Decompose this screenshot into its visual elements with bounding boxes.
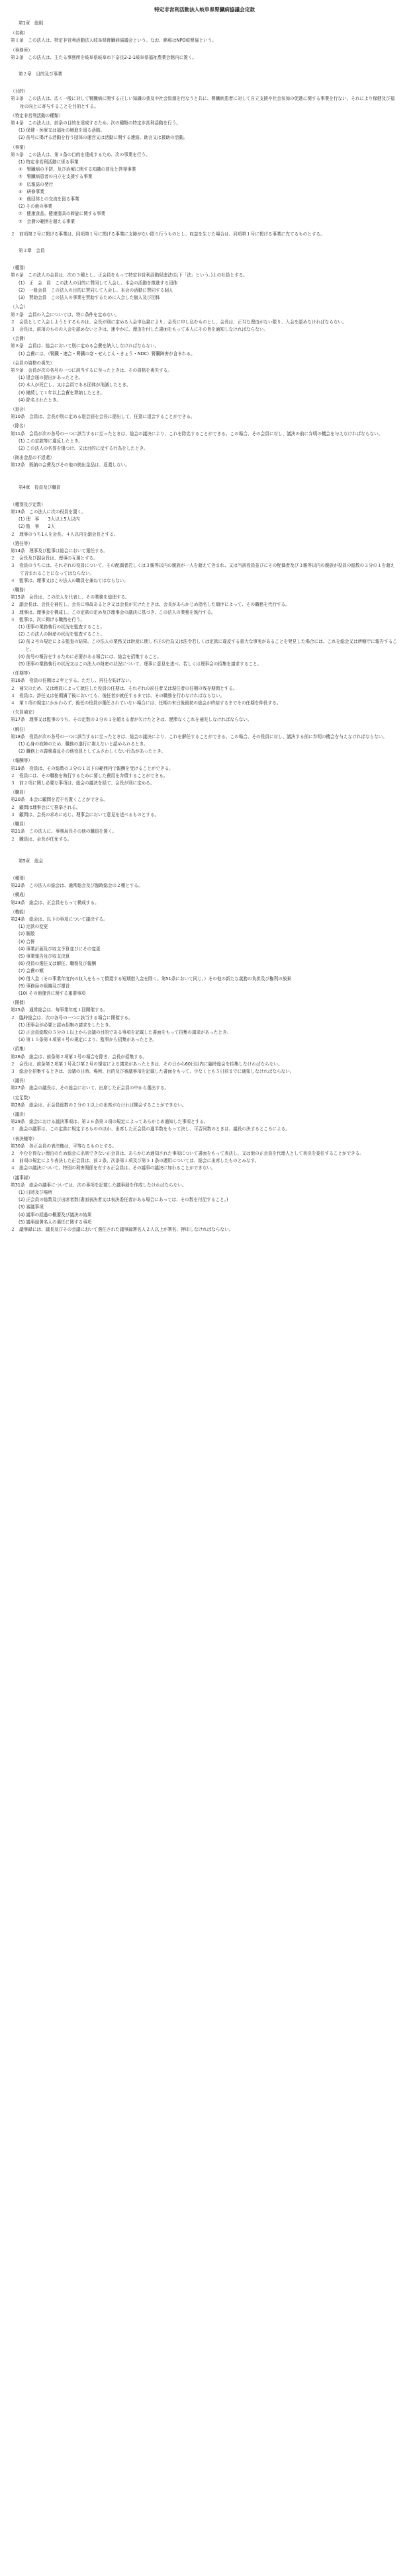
spacer (11, 257, 398, 263)
list-item: (4) 除名されたとき。 (19, 397, 61, 403)
list-item: (4) 事業計画及び収支予算並びにその変更 (19, 946, 101, 952)
article-paragraph: ２ 副会長は、会長を補佐し、会長に事故あるとき又は会長が欠けたときは、会長があらかじめ指名した順序によって、その職務を代行する。 (11, 602, 290, 608)
article-heading: （種別） (11, 265, 28, 271)
list-item: ① 腎臓病の予防、及び治療に関する知識の普及と啓発事業 (19, 167, 136, 173)
spacer (11, 849, 398, 854)
article-paragraph: ２ 職員は、会長が任免する。 (11, 836, 72, 842)
article-paragraph: 第19条 役員は、その総数の３分の１以下の範囲内で報酬を受けることができる。 (11, 765, 173, 771)
list-item: (1) 保健・医療又は福祉の増進を図る活動。 (19, 128, 105, 134)
list-item: (2) 解散 (19, 931, 35, 937)
article-paragraph: ４ 総会の議決について、特別の利害関係を有する正会員は、その議事の議決に加わることができない。 (11, 1165, 216, 1171)
article-heading: （解任） (11, 726, 28, 732)
article-paragraph: 第27条 総会の議長は、その総会において、出席した正会員の中から選出する。 (11, 1085, 169, 1091)
article-heading: （選任等） (11, 540, 32, 546)
article-paragraph: ３ 理事は、理事会を構成し、この定款の定め及び理事会の議決に基づき、この法人の業務を執行する。 (11, 609, 216, 615)
article-paragraph: ３ 前項の規定により表決した正会員は、前２条、次条第１項及び第５１条の適用については、総会に出席したものとみなす。 (11, 1158, 259, 1164)
list-item: (1) 理事会が必要と認め招集の請求をしたとき。 (19, 1022, 114, 1028)
article-paragraph: ３ 役員は、辞任又は任期満了後においても、後任者が就任するまでは、その職務を行わなければならない。 (11, 692, 225, 698)
article-paragraph: 第17条 理事又は監事のうち、その定数の３分の１を超える者が欠けたときは、遅滞なくこれを補充しなければならない。 (11, 717, 252, 723)
article-paragraph: 第20条 本会に顧問を若干名置くことができる。 (11, 797, 108, 803)
article-paragraph: 第７条 会員の入会については、特に条件を定めない。 (11, 312, 120, 317)
article-paragraph: ３ 前２項に関し必要な事項は、総会の議決を経て、会長が別に定める。 (11, 780, 155, 786)
article-paragraph: ２ 議事録には、議長及びその会議において選任された議事録署名人２人以上が署名、押印しなければならない。 (11, 1227, 234, 1233)
list-item: (3) 合併 (19, 938, 35, 944)
spacer (11, 843, 398, 849)
article-heading: （目的） (11, 89, 28, 95)
article-heading: （定足数） (11, 1095, 32, 1101)
article-heading: （議事録） (11, 1175, 32, 1181)
article-heading: （職員） (11, 821, 28, 827)
article-heading: （会員の資格の喪失） (11, 360, 54, 366)
article-paragraph: 第29条 総会における議決事項は、第２６条第３項の規定によってあらかじめ通知した事項とする。 (11, 1119, 208, 1125)
list-item: (1) 日時及び場所 (19, 1190, 52, 1196)
article-paragraph: ３ 役員のうちには、それぞれの役員について、その配偶者若しくは３親等以内の親族が一人を超えて含まれ、又は当該役員並びにその配偶者及び３親等以内の親族が役員の総数の３分の１を超えて含まれることになってはならない。 (11, 563, 395, 576)
article-paragraph: ３ 顧問は、会長の求めに応じ、理事会において意見を述べるものとする。 (11, 811, 160, 817)
list-item: (2) この法人の名誉を傷つけ、又は目的に反する行為をしたとき。 (19, 445, 148, 451)
list-item: (1) 理 事 3人以上5人以内 (19, 517, 80, 522)
article-paragraph: 第23条 総会は、正会員をもって構成する。 (11, 899, 99, 905)
article-heading: （除名） (11, 423, 28, 429)
list-item: ⑤ 他団体との交流を図る事業 (19, 196, 79, 202)
spacer (11, 475, 398, 480)
list-item: (5) 事業報告及び収支決算 (19, 953, 70, 959)
article-paragraph: ２ 役員には、その職務を執行するために要した費用を弁償することができる。 (11, 772, 168, 778)
article-paragraph: 第21条 この法人に、事務局長その他の職員を置く。 (11, 829, 116, 835)
article-paragraph: ４ 監事は、次に掲げる職務を行う。 (11, 616, 85, 622)
article-paragraph: 第８条 会員は、総会において別に定める会費を納入しなければならない。 (11, 343, 160, 349)
chapter-heading: 第1章 総則 (19, 21, 44, 26)
chapter-heading: 第5章 総会 (19, 858, 44, 864)
article-paragraph: 第25条 通常総会は、毎事業年度１回開催する。 (11, 1007, 108, 1013)
list-item: ② 会費の範囲を超える事業 (19, 218, 75, 224)
chapter-heading: 第２章 目的及び事業 (19, 71, 62, 77)
article-paragraph: 第９条 会員が次の各号の一つに該当するに至ったときは、その資格を喪失する。 (11, 367, 172, 373)
article-paragraph: ４ 監事は、理事又はこの法人の職員を兼ねてはならない。 (11, 577, 128, 583)
article-heading: （会費） (11, 336, 28, 342)
list-item: (3) 継続して１年以上会費を滞納したとき。 (19, 390, 105, 395)
article-heading: （特定非営利活動の種類） (11, 112, 64, 118)
chapter-heading: 第３章 会員 (19, 248, 45, 254)
article-heading: （拠出金品の不返還） (11, 455, 54, 461)
list-item: (6) 役員の選任又は解任、職務及び報酬 (19, 961, 96, 967)
article-heading: （事務所） (11, 47, 32, 53)
list-item: (2) 前号に掲げる活動を行う団体の運営又は活動に関する連絡、助言又は援助の活動。 (19, 135, 188, 141)
spacer (11, 62, 398, 67)
list-item: ③ 広報誌の発行 (19, 181, 54, 187)
article-paragraph: 第22条 この法人の総会は、通常総会及び臨時総会の２種とする。 (11, 883, 143, 889)
list-item: ② 腎臓病患者の自立を支援する事業 (19, 174, 93, 180)
article-heading: （任期等） (11, 671, 32, 677)
article-heading: （権能） (11, 909, 28, 915)
article-paragraph: 第１条 この法人は、特定非営利活動法人岐阜県腎臓病協議会という。なお、略称はNPO岐腎協という。 (11, 38, 216, 44)
article-paragraph: 第26条 総会は、前条第２項第３号の場合を除き、会長が招集する。 (11, 1054, 147, 1059)
list-item: (10) その他運営に関する重要事項 (19, 990, 86, 996)
article-heading: （報酬等） (11, 758, 32, 764)
list-item: (1) 正 会 員 この法人の目的に賛同して入会し、本会の活動を推進する団体 (19, 280, 178, 286)
list-item: (2) この法人の財産の状況を監査すること。 (19, 632, 105, 638)
list-item: (1) 会費には、（腎臓・連合・腎臓の窓・ぜんじん・きょう・NDC）腎臓障害が含まれる。 (19, 351, 195, 356)
article-paragraph: 第15条 会長は、この法人を代表し、その業務を総理する。 (11, 595, 130, 601)
article-paragraph: 第５条 この法人は、第３条の目的を達成するため、次の事業を行う。 (11, 151, 150, 157)
list-item: (1) 特定非営利活動に係る事業 (19, 159, 79, 165)
article-heading: （職員） (11, 790, 28, 796)
article-heading: （事業） (11, 144, 28, 150)
article-heading: （表決権等） (11, 1136, 37, 1142)
article-paragraph: 第11条 会員が次の各号の一つに該当するに至ったときは、総会の議決により、これを除名することができる。この場合、その会員に対し、議決の前に弁明の機会を与えなければならない。 (11, 431, 383, 436)
article-heading: （議決） (11, 1112, 28, 1117)
article-heading: （構成） (11, 892, 28, 898)
list-item: ④ 研修事業 (19, 188, 44, 194)
spacer (11, 81, 398, 86)
document-body (11, 20, 398, 1233)
list-item: (3) 審議事項 (19, 1204, 44, 1210)
list-item: (8) 借入金（その事業年度内の収入をもって償還する短期借入金を除く。第51条において同じ。）その他の新たな義務の負担及び権利の放棄 (19, 976, 292, 981)
list-item: (1) 心身の故障のため、職務の遂行に堪えないと認められるとき。 (19, 741, 148, 747)
list-item: (1) 定款の変更 (19, 924, 48, 930)
spacer (11, 494, 398, 499)
article-paragraph: ２ 補欠のため、又は増員によって就任した役員の任期は、それぞれの前任者又は現任者の任期の残存期間とする。 (11, 685, 238, 691)
article-paragraph: 第13条 この法人に次の役員を置く。 (11, 509, 86, 515)
article-paragraph: 第４条 この法人は、前条の目的を達成するため、次の種類の特定非営利活動を行う。 (11, 120, 181, 126)
list-item: (3) 前２号の規定による監査の結果、この法人の業務又は財産に関し不正の行為又は法令若しくは定款に違反する重大な事実があることを発見した場合には、これを総会又は所轄庁に報告すること。 (19, 639, 397, 652)
article-paragraph: 第31条 総会の議事については、次の事項を記載した議事録を作成しなければならない。 (11, 1182, 187, 1188)
article-paragraph: ２ 顧問は理事会にて推挙される。 (11, 804, 81, 810)
list-item: (4) 議事の経過の概要及び議決の結果 (19, 1212, 92, 1218)
article-paragraph: ２ 総会の議事は、この定款に規定するもののほか、出席した正会員の過半数をもって決し、可否同数のときは、議長の決するところによる。 (11, 1126, 290, 1132)
article-paragraph: ２ 会長は、前条第２項第１号及び第２号の規定による請求があったときは、その日から60日以内に臨時総会を招集しなければならない。 (11, 1061, 283, 1067)
article-paragraph: 第18条 役員が次の各号の一つに該当するに至ったときは、総会の議決により、これを解任することができる。この場合、その役員に対し、議決する前に弁明の機会を与えなければならない。 (11, 733, 387, 739)
article-paragraph: ２ 会員として入会しようとするものは、会長が別に定める入会申込書により、会長に申し込むものとし、会長は、正当な理由がない限り、入会を認めなければならない。 (11, 319, 347, 325)
article-paragraph: 第30条 各正会員の表決権は、平等なるものとする。 (11, 1143, 117, 1149)
article-paragraph: 第６条 この法人の会員は、次の３種とし、正会員をもって特定非営利活動促進法(以下「法」という。)上の社員とする。 (11, 272, 248, 278)
list-item: (2) 本人が死亡し、又は会員である団体が消滅したとき。 (19, 382, 131, 388)
list-item: (5) 理事の業務執行の状況又はこの法人の財産の状況について、理事に意見を述べ、若しくは理事会の招集を請求すること。 (19, 661, 262, 667)
article-heading: （議長） (11, 1078, 28, 1084)
article-heading: （開催） (11, 1000, 28, 1006)
list-item: (2) 職務上の義務違反その他役員としてふさわしくない行為があったとき。 (19, 749, 166, 755)
article-heading: （欠員補充） (11, 710, 37, 716)
article-paragraph: 第16条 役員の任期は２年とする。ただし、再任を妨げない。 (11, 678, 134, 684)
list-item: (9) 事務局の組織及び運営 (19, 983, 70, 989)
list-item: (2) 正会員の総数及び出席者数(書面表決者又は表決委任者がある場合にあっては、その数を付記すること。) (19, 1197, 228, 1203)
list-item: (7) 会費の額 (19, 968, 44, 974)
article-paragraph: ２ 臨時総会は、次の各号の一つに該当する場合に開催する。 (11, 1015, 133, 1020)
article-heading: （入会） (11, 304, 28, 310)
list-item: (1) この定款等に違反したとき。 (19, 438, 83, 444)
article-heading: （種別） (11, 875, 28, 881)
article-heading: （種別及び定数） (11, 501, 46, 507)
article-paragraph: ２ 理事のうち1人を会長、４人以内を副会長とする。 (11, 531, 118, 537)
list-item: ① 健康食品、健康器具の斡旋に関する事業 (19, 211, 106, 217)
article-paragraph: ３ 会長は、前項のものの入会を認めないときは、速やかに、理由を付した書面をもって本人にその旨を通知しなければならない。 (11, 326, 269, 332)
article-paragraph: 第14条 理事及び監事は総会において選任する。 (11, 548, 108, 554)
list-item: (1) 理事の業務執行の状況を監査すること。 (19, 624, 105, 630)
list-item: (5) 議事録署名人の選任に関する事項 (19, 1219, 92, 1225)
article-paragraph: 第12条 既納の会費及びその他の拠出金品は、返還しない。 (11, 462, 130, 468)
list-item: (2) その他の事業 (19, 204, 52, 210)
article-paragraph: 第10条 会員は、会長が別に定める退会届を会長に提出して、任意に退会することができる。 (11, 414, 195, 420)
article-heading: （名称） (11, 30, 28, 36)
list-item: (2) 正会員総数の５分の１以上から会議の目的である事項を記載した書面をもって招集の請求があったとき。 (19, 1029, 232, 1035)
article-paragraph: ２ やむを得ない理由のため総会に出席できない正会員は、あらかじめ通知された事項について書面をもって表決し、又は他の正会員を代理人として表決を委任することができる。 (11, 1151, 364, 1157)
article-paragraph: ２ 会長及び副会長は、理事の互選とする。 (11, 556, 98, 561)
article-paragraph: 第24条 総会は、以下の事項について議決する。 (11, 916, 108, 922)
list-item: (1) 退会届の提出があったとき。 (19, 375, 83, 381)
document-title: 特定非営利活動法人岐阜県腎臓病協議会定款 (154, 7, 255, 13)
article-heading: （招集） (11, 1046, 28, 1052)
spacer (11, 226, 398, 231)
list-item: (3) 第１５条第４項第４号の規定により、監事から招集があったとき。 (19, 1037, 157, 1043)
article-paragraph: 第２条 この法人は、主たる事務所を岐阜県岐阜市下奈良2-2-1岐阜県福祉農業会館内に置く。 (11, 54, 197, 60)
article-paragraph: ４ 第１項の規定にかかわらず、後任の役員が選任されていない場合には、任期の末日後最初の総会が終結するまでその任期を伸長する。 (11, 700, 281, 706)
article-paragraph: ３ 総会を招集するときは、会議の日時、場所、目的及び審議事項を記載した書面をもって、少なくとも５日前までに通知しなければならない。 (11, 1068, 295, 1074)
article-paragraph: 第28条 総会は、正会員総数の２分の１以上の出席がなければ開会することができない。 (11, 1102, 187, 1108)
article-heading: （職務） (11, 587, 28, 593)
list-item: (2) 一般会員 この法人の目的に賛同して入会し、本会の活動に賛同する個人 (19, 287, 173, 293)
article-paragraph: 第３条 この法人は、広く一般に対して腎臓病に関する正しい知識の普及や社会資源を行なうと共に、腎臓病患者に対して自立支援や社会参加の促進に関する事業を行ない、それにより保健及び福祉の向上に寄与することを目的とする。 (11, 96, 395, 109)
spacer (11, 470, 398, 475)
list-item: (4) 前号の報告をするために必要がある場合には、総会を招集すること。 (19, 653, 161, 659)
article-paragraph: ２ 前項第２号に掲げる事業は、同項第１号に掲げる事業に支障がない限り行うものとし、収益を生じた場合は、同項第１号に掲げる事業に充てるものとする。 (11, 231, 325, 237)
list-item: (3) 賛助会員 この法人の事業を賛助するために入会した個人及び団体 (19, 295, 160, 301)
spacer (11, 238, 398, 243)
spacer (11, 868, 398, 873)
chapter-heading: 第4章 役員及び職員 (19, 484, 61, 490)
list-item: (2) 監 事 2人 (19, 524, 56, 530)
article-heading: （退会） (11, 406, 28, 412)
